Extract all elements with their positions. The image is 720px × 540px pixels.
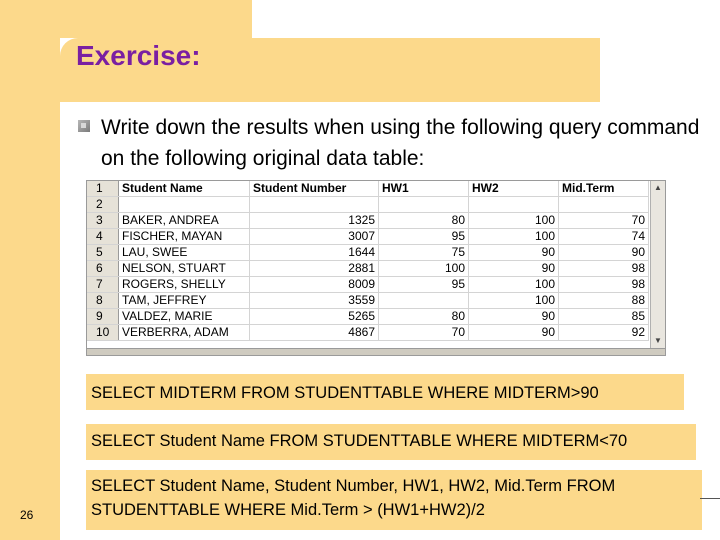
row-number: 10: [87, 325, 119, 341]
table-row: [87, 325, 649, 341]
scroll-down-icon[interactable]: ▼: [654, 336, 662, 345]
query-text: SELECT Student Name FROM STUDENTTABLE WHERE MIDTERM<70: [91, 432, 628, 450]
column-header: Student Name: [119, 181, 250, 197]
table-row: [87, 197, 649, 213]
cell: 4867: [250, 325, 379, 341]
cell: LAU, SWEE: [119, 245, 250, 261]
left-decor-band: [0, 0, 60, 540]
column-header: Mid.Term: [559, 181, 649, 197]
column-header: HW2: [469, 181, 559, 197]
row-number: 1: [87, 181, 119, 197]
table-row: [87, 261, 649, 277]
cell: 80: [379, 213, 469, 229]
cell: 90: [469, 325, 559, 341]
spreadsheet: [86, 180, 666, 356]
table-row: [87, 229, 649, 245]
top-decor-band: [0, 0, 252, 38]
cell: TAM, JEFFREY: [119, 293, 250, 309]
column-header: HW1: [379, 181, 469, 197]
cell: 8009: [250, 277, 379, 293]
table-row: [87, 293, 649, 309]
table-row: [87, 245, 649, 261]
table-row: [87, 277, 649, 293]
sheet-tabs-strip: [87, 348, 665, 355]
cell: 100: [469, 213, 559, 229]
cell: 90: [559, 245, 649, 261]
cell: 75: [379, 245, 469, 261]
cell: ROGERS, SHELLY: [119, 277, 250, 293]
cell: 100: [469, 277, 559, 293]
cell: 3559: [250, 293, 379, 309]
row-number: 6: [87, 261, 119, 277]
slide-title: Exercise:: [76, 40, 201, 71]
cell: 3007: [250, 229, 379, 245]
query-box-3: [86, 470, 702, 530]
data-table: [87, 181, 649, 341]
row-number: 4: [87, 229, 119, 245]
query-box-1: [86, 374, 684, 410]
cell: 1644: [250, 245, 379, 261]
cell: 70: [559, 213, 649, 229]
cell: 95: [379, 229, 469, 245]
cell: 98: [559, 277, 649, 293]
cell: 2881: [250, 261, 379, 277]
bullet-icon: [78, 120, 90, 132]
column-header: Student Number: [250, 181, 379, 197]
cell: 85: [559, 309, 649, 325]
cell: 98: [559, 261, 649, 277]
cell: FISCHER, MAYAN: [119, 229, 250, 245]
cell: BAKER, ANDREA: [119, 213, 250, 229]
row-number: 3: [87, 213, 119, 229]
cell: 70: [379, 325, 469, 341]
cell: 100: [379, 261, 469, 277]
cell: 100: [469, 293, 559, 309]
cell: 74: [559, 229, 649, 245]
query-text: SELECT MIDTERM FROM STUDENTTABLE WHERE MIDTERM>90: [91, 384, 599, 402]
cell: 90: [469, 245, 559, 261]
page-number: 26: [20, 508, 34, 522]
row-number: 2: [87, 197, 119, 213]
cell: 95: [379, 277, 469, 293]
query-box-2: [86, 424, 696, 460]
cell: 90: [469, 261, 559, 277]
row-number: 8: [87, 293, 119, 309]
vertical-scrollbar[interactable]: [650, 181, 665, 355]
cell: VERBERRA, ADAM: [119, 325, 250, 341]
bullet-text: Write down the results when using the following query command on the following original data table:: [101, 116, 700, 170]
row-number: 9: [87, 309, 119, 325]
divider: [700, 498, 720, 499]
table-header-row: [87, 181, 649, 197]
row-number: 7: [87, 277, 119, 293]
query-text: SELECT Student Name, Student Number, HW1, HW2, Mid.Term FROM STUDENTTABLE WHERE Mid.Term > (HW1+HW2)/2: [91, 477, 616, 519]
cell: 88: [559, 293, 649, 309]
cell: 5265: [250, 309, 379, 325]
cell: 1325: [250, 213, 379, 229]
scroll-up-icon[interactable]: ▲: [654, 183, 662, 192]
cell: VALDEZ, MARIE: [119, 309, 250, 325]
cell: 100: [469, 229, 559, 245]
row-number: 5: [87, 245, 119, 261]
cell: NELSON, STUART: [119, 261, 250, 277]
cell: 92: [559, 325, 649, 341]
table-row: [87, 213, 649, 229]
table-row: [87, 309, 649, 325]
cell: [379, 293, 469, 309]
cell: 80: [379, 309, 469, 325]
cell: 90: [469, 309, 559, 325]
